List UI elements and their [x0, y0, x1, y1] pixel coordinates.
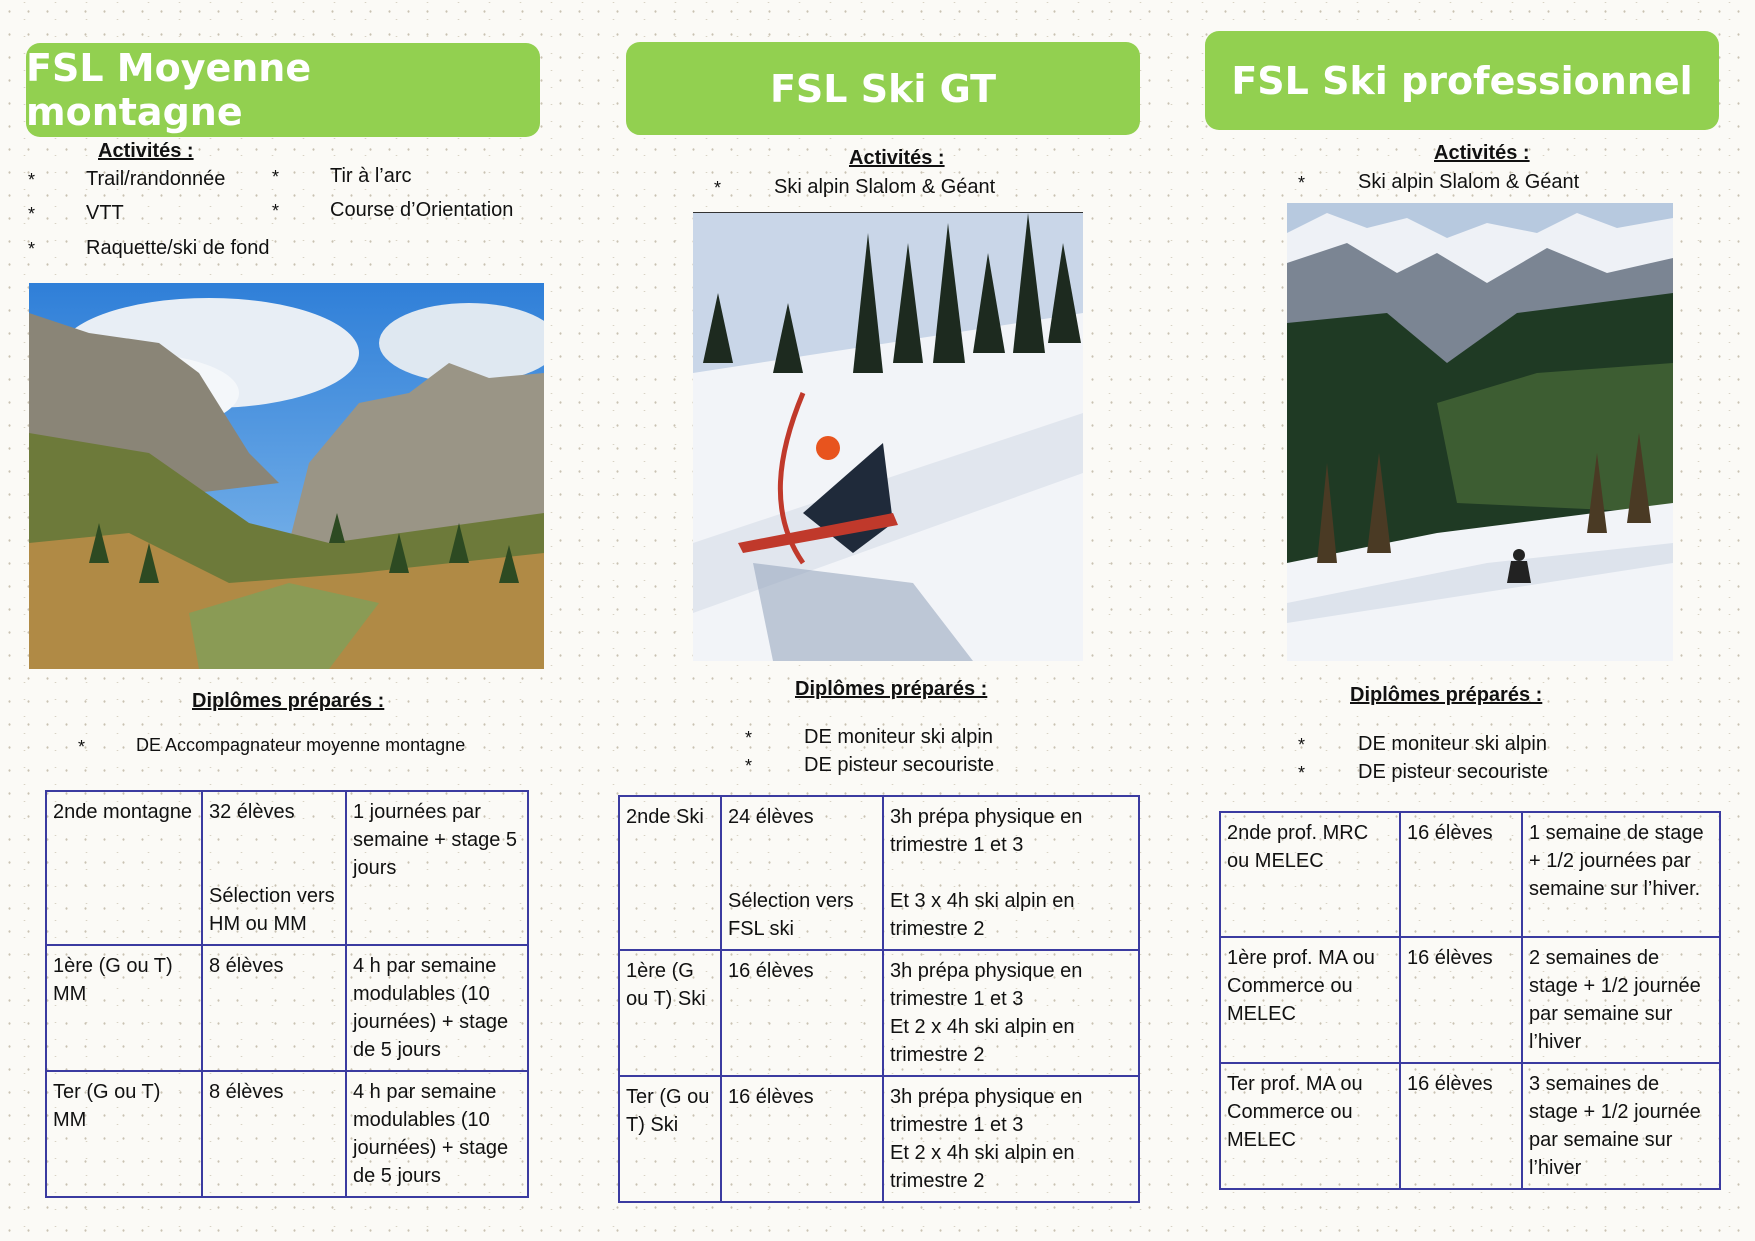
ski-slope-valley-photo — [1287, 203, 1673, 661]
schedule-cell: 4 h par semaine modulables (10 journées) + stage de 5 jours — [346, 1071, 528, 1197]
schedule-cell: 3 semaines de stage + 1/2 journée par semaine sur l’hiver — [1522, 1063, 1720, 1189]
title-text: FSL Ski GT — [769, 66, 997, 111]
students-cell: 16 élèves — [721, 950, 883, 1076]
table-row — [1220, 937, 1720, 1063]
students-cell: 8 élèves — [202, 945, 346, 1071]
table-row — [619, 950, 1139, 1076]
bullet-icon: * — [1298, 735, 1306, 755]
bullet-icon: * — [745, 756, 753, 776]
schedule-table-ski-gt — [618, 795, 1140, 1203]
students-cell: 16 élèves — [1400, 937, 1522, 1063]
schedule-cell: 3h prépa physique en trimestre 1 et 3 Et 2 x 4h ski alpin en trimestre 2 — [883, 1076, 1139, 1202]
schedule-cell: 3h prépa physique en trimestre 1 et 3 Et 2 x 4h ski alpin en trimestre 2 — [883, 950, 1139, 1076]
bullet-icon: * — [745, 728, 753, 748]
students-cell: 16 élèves — [1400, 812, 1522, 937]
schedule-table-moyenne-montagne — [45, 790, 529, 1198]
slalom-skier-photo — [693, 212, 1083, 661]
mountain-valley-photo — [29, 283, 544, 669]
bullet-icon: * — [1298, 173, 1306, 193]
bullet-icon: * — [78, 737, 86, 757]
level-cell: 1ère prof. MA ou Commerce ou MELEC — [1220, 937, 1400, 1063]
table-row — [46, 791, 528, 945]
students-cell: 8 élèves — [202, 1071, 346, 1197]
bullet-icon: * — [28, 204, 36, 224]
level-cell: 1ère (G ou T) MM — [46, 945, 202, 1071]
bullet-icon: * — [1298, 763, 1306, 783]
table-row — [1220, 1063, 1720, 1189]
level-cell: Ter prof. MA ou Commerce ou MELEC — [1220, 1063, 1400, 1189]
level-cell: Ter (G ou T) MM — [46, 1071, 202, 1197]
table-row — [619, 1076, 1139, 1202]
title-text: FSL Ski professionnel — [1231, 58, 1693, 103]
activities-heading: Activités : — [1434, 142, 1530, 164]
bullet-icon: * — [272, 167, 280, 187]
schedule-cell: 1 journées par semaine + stage 5 jours — [346, 791, 528, 945]
title-banner-ski-professionnel — [1205, 31, 1719, 130]
table-row — [46, 1071, 528, 1197]
schedule-cell: 2 semaines de stage + 1/2 journée par semaine sur l’hiver — [1522, 937, 1720, 1063]
students-cell: 24 élèves Sélection vers FSL ski — [721, 796, 883, 950]
schedule-table-ski-professionnel — [1219, 811, 1721, 1190]
bullet-icon: * — [272, 201, 280, 221]
bullet-icon: * — [714, 178, 722, 198]
schedule-cell: 3h prépa physique en trimestre 1 et 3 Et 3 x 4h ski alpin en trimestre 2 — [883, 796, 1139, 950]
table-row — [619, 796, 1139, 950]
schedule-cell: 1 semaine de stage + 1/2 journées par semaine sur l’hiver. — [1522, 812, 1720, 937]
title-text: FSL Moyenne montagne — [26, 46, 312, 134]
diplomas-heading: Diplômes préparés : — [795, 678, 988, 700]
diplomas-heading: Diplômes préparés : — [1350, 684, 1543, 706]
level-cell: 2nde montagne — [46, 791, 202, 945]
title-banner-moyenne-montagne — [26, 43, 540, 137]
level-cell: 2nde Ski — [619, 796, 721, 950]
schedule-cell: 4 h par semaine modulables (10 journées) + stage de 5 jours — [346, 945, 528, 1071]
table-row — [46, 945, 528, 1071]
students-cell: 32 élèves Sélection vers HM ou MM — [202, 791, 346, 945]
title-banner-ski-gt — [626, 42, 1140, 135]
level-cell: 2nde prof. MRC ou MELEC — [1220, 812, 1400, 937]
diplomas-heading: Diplômes préparés : — [192, 690, 385, 712]
level-cell: 1ère (G ou T) Ski — [619, 950, 721, 1076]
students-cell: 16 élèves — [1400, 1063, 1522, 1189]
students-cell: 16 élèves — [721, 1076, 883, 1202]
bullet-icon: * — [28, 239, 36, 259]
level-cell: Ter (G ou T) Ski — [619, 1076, 721, 1202]
table-row — [1220, 812, 1720, 937]
bullet-icon: * — [28, 170, 36, 190]
activities-heading: Activités : — [98, 140, 194, 162]
activities-heading: Activités : — [849, 147, 945, 169]
